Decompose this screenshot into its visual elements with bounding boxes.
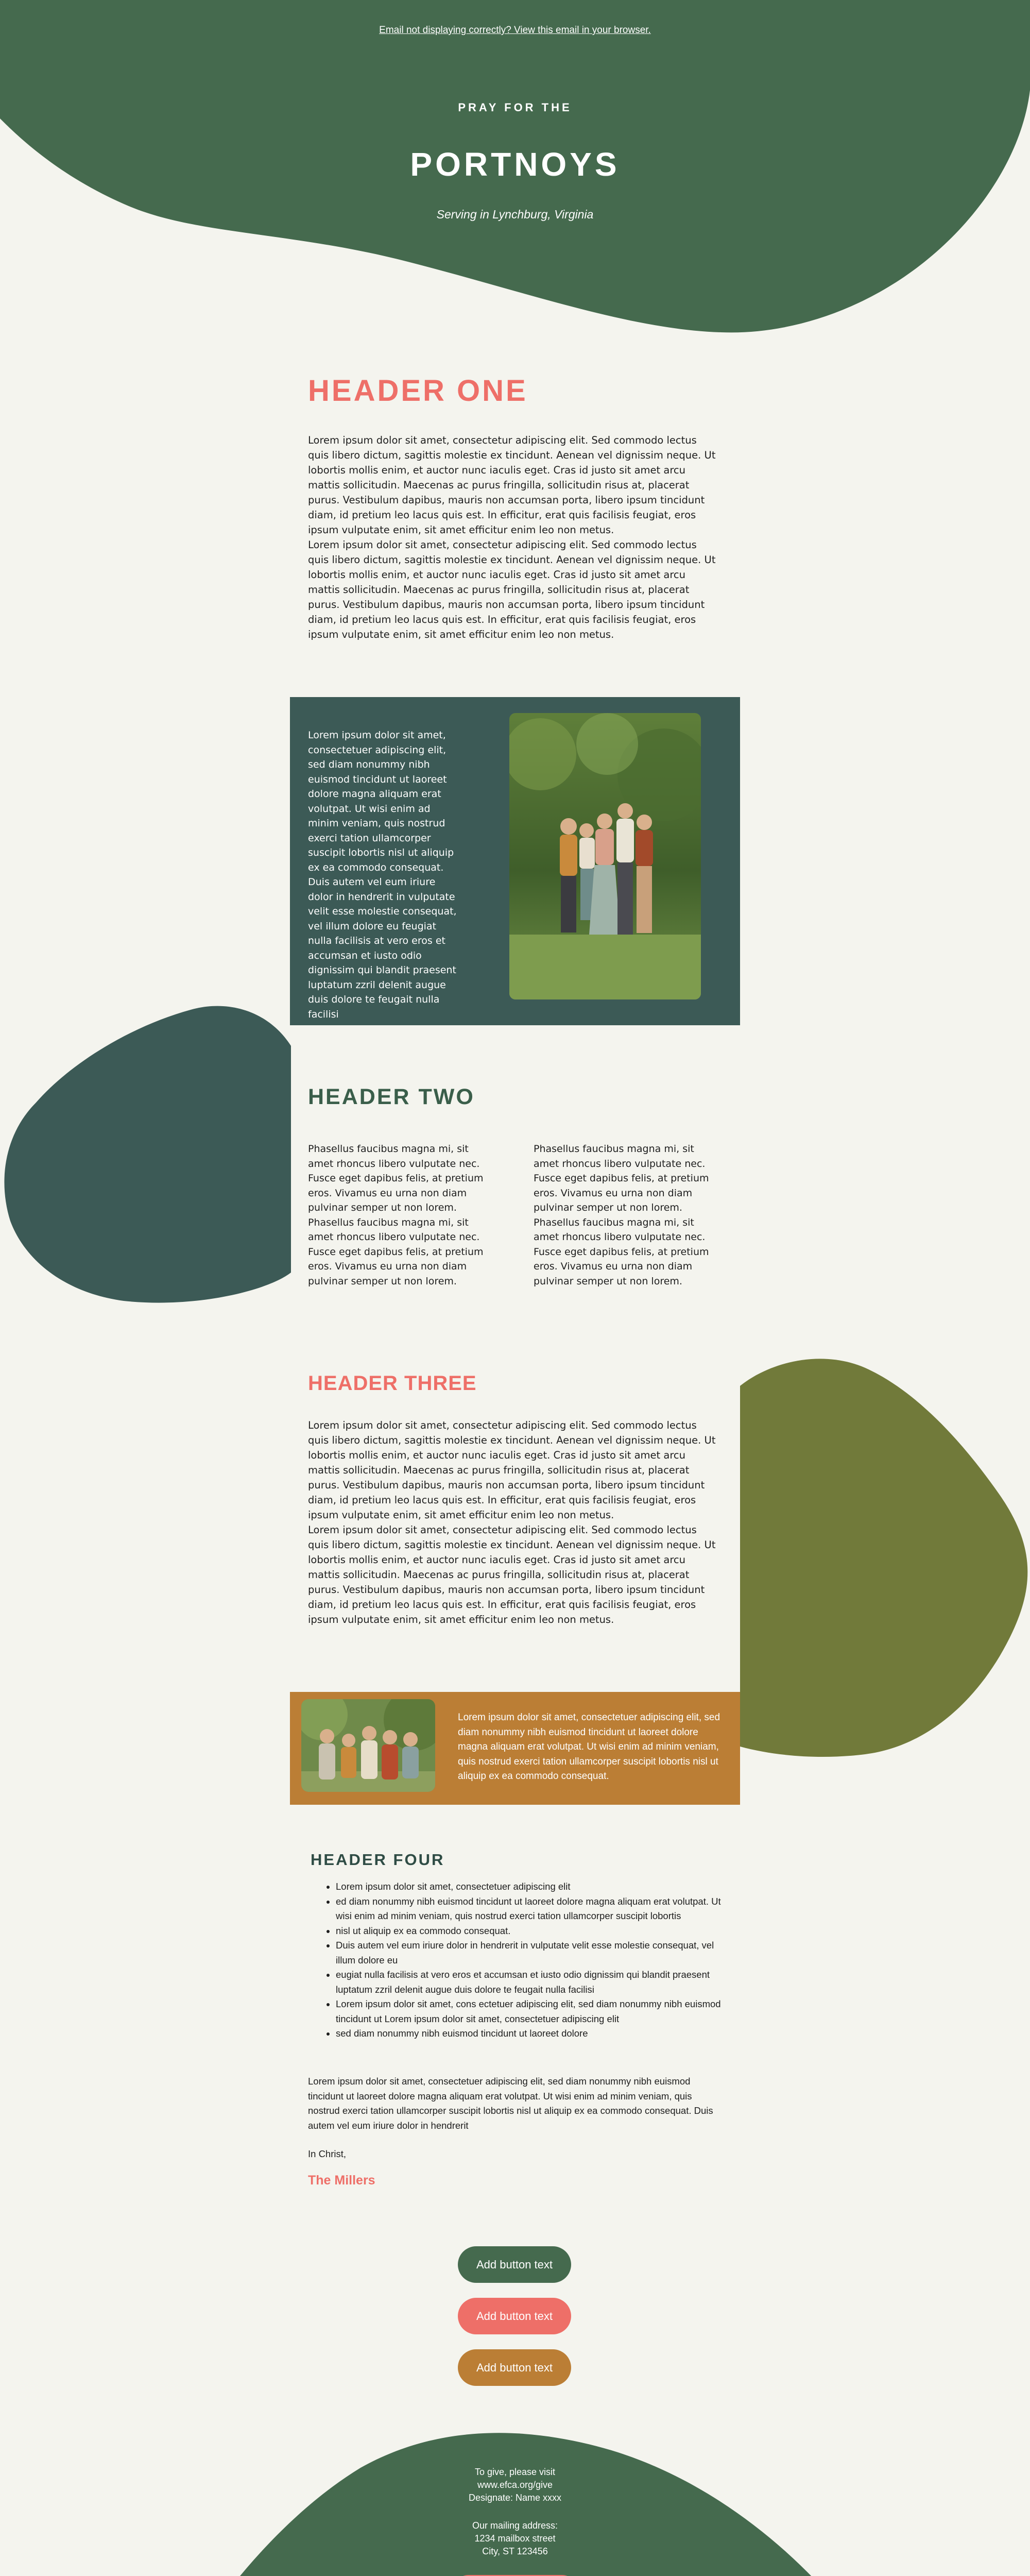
- header-one: HEADER ONE: [308, 374, 528, 408]
- give-info: [360, 2466, 670, 2504]
- gold-button[interactable]: Add button text: [458, 2349, 571, 2386]
- list-item: • Lorem ipsum dolor sit amet, cons ectetuer adipiscing elit, sed diam nonummy nibh euismod tincidunt ut Lorem ipsum dolor sit amet, consectetuer adipiscing elit: [336, 1997, 727, 2026]
- paragraph: Phasellus faucibus magna mi, sit amet rhoncus libero vulputate nec. Fusce eget dapibus felis, at pretium eros. Vivamus eu urna non diam pulvinar semper ut non lorem.: [308, 1143, 484, 1213]
- header-three: HEADER THREE: [308, 1372, 477, 1395]
- header-subtitle: Serving in Lynchburg, Virginia: [436, 208, 594, 221]
- header-eyebrow: PRAY FOR THE: [458, 101, 572, 114]
- list-item: • eugiat nulla facilisis at vero eros et accumsan et iusto odio dignissim qui blandit praesent luptatum zzril delenit augue duis dolore te feugait nulla facilisi: [336, 1968, 727, 1997]
- coral-button[interactable]: Add button text: [458, 2298, 571, 2334]
- paragraph: Lorem ipsum dolor sit amet, consectetur adipiscing elit. Sed commodo lectus quis libero dictum, sagittis molestie ex tincidunt. Aenean vel dignissim neque. Ut lobortis mollis enim, et auctor nunc iaculis eget. Cras id justo sit amet arcu mattis sollicitudin. Maecenas ac purus fringilla, sollicitudin risus at, placerat purus. Vestibulum dapibus, mauris non accumsan porta, libero ipsum tincidunt diam, id pretium leo lacus quis est. In efficitur, erat quis facilisis feugiat, eros ipsum vulputate enim, sit amet efficitur enim leo non metus.: [308, 539, 716, 640]
- give-line: To give, please visit: [474, 2467, 556, 2477]
- signature: The Millers: [308, 2173, 375, 2188]
- closing-paragraph: Lorem ipsum dolor sit amet, consectetuer adipiscing elit, sed diam nonummy nibh euismod tincidunt ut laoreet dolore magna aliquam erat volutpat. Ut wisi enim ad minim veniam, quis nostrud exerci tation ullamcorper suscipit lobortis nisl ut aliquip ex ea commodo consequat. Duis autem vel eum iriure dolor in hendrerit: [308, 2076, 713, 2131]
- paragraph: Phasellus faucibus magna mi, sit amet rhoncus libero vulputate nec. Fusce eget dapibus felis, at pretium eros. Vivamus eu urna non diam pulvinar semper ut non lorem.: [534, 1143, 709, 1213]
- header-four: HEADER FOUR: [311, 1851, 445, 1869]
- give-url[interactable]: www.efca.org/give: [477, 2480, 553, 2490]
- paragraph: Phasellus faucibus magna mi, sit amet rhoncus libero vulputate nec. Fusce eget dapibus felis, at pretium eros. Vivamus eu urna non diam pulvinar semper ut non lorem.: [308, 1216, 484, 1287]
- list-item: • sed diam nonummy nibh euismod tincidunt ut laoreet dolore: [336, 2026, 727, 2041]
- header-two: HEADER TWO: [308, 1084, 475, 1109]
- mailing-city: City, ST 123456: [482, 2546, 548, 2556]
- olive-blob: [740, 1359, 1027, 1757]
- paragraph: Lorem ipsum dolor sit amet, consectetur adipiscing elit. Sed commodo lectus quis libero dictum, sagittis molestie ex tincidunt. Aenean vel dignissim neque. Ut lobortis mollis enim, et auctor nunc iaculis eget. Cras id justo sit amet arcu mattis sollicitudin. Maecenas ac purus fringilla, sollicitudin risus at, placerat purus. Vestibulum dapibus, mauris non accumsan porta, libero ipsum tincidunt diam, id pretium leo lacus quis est. In efficitur, erat quis facilisis feugiat, eros ipsum vulputate enim, sit amet efficitur enim leo non metus.: [308, 434, 716, 536]
- list-item: • Duis autem vel eum iriure dolor in hendrerit in vulputate velit esse molestie consequat, vel illum dolore eu: [336, 1938, 727, 1968]
- sign-off: In Christ,: [308, 2148, 347, 2159]
- section3-body: [308, 1418, 720, 1627]
- column-right: [534, 1142, 716, 1289]
- paragraph: Lorem ipsum dolor sit amet, consectetur adipiscing elit. Sed commodo lectus quis libero dictum, sagittis molestie ex tincidunt. Aenean vel dignissim neque. Ut lobortis mollis enim, et auctor nunc iaculis eget. Cras id justo sit amet arcu mattis sollicitudin. Maecenas ac purus fringilla, sollicitudin risus at, placerat purus. Vestibulum dapibus, mauris non accumsan porta, libero ipsum tincidunt diam, id pretium leo lacus quis est. In efficitur, erat quis facilisis feugiat, eros ipsum vulputate enim, sit amet efficitur enim leo non metus.: [308, 1524, 716, 1625]
- card-text: Lorem ipsum dolor sit amet, consectetuer adipiscing elit, sed diam nonummy nibh euismod tincidunt ut laoreet dolore magna aliquam erat volutpat. Ut wisi enim ad minim veniam, quis nostrud exerci tation ullamcorper suscipit lobortis nisl ut aliquip ex ea commodo consequat. Duis autem vel eum iriure dolor in hendrerit in vulputate velit esse molestie consequat, vel illum dolore eu feugiat nulla facilisis at vero eros et accumsan et iusto odio dignissim qui blandit praesent luptatum zzril delenit augue duis dolore te feugait nulla facilisi: [308, 730, 457, 1020]
- view-in-browser-link[interactable]: Email not displaying correctly? View this email in your browser.: [379, 25, 651, 36]
- family-photo-icon: [509, 713, 701, 999]
- header-title: PORTNOYS: [410, 146, 620, 183]
- teal-blob: [4, 1006, 291, 1303]
- mailing-address: [360, 2519, 670, 2558]
- designate-line: Designate: Name xxxx: [468, 2493, 562, 2503]
- list-item: • Lorem ipsum dolor sit amet, consectetuer adipiscing elit: [336, 1879, 727, 1894]
- family-photo-icon: [301, 1699, 435, 1792]
- paragraph: Lorem ipsum dolor sit amet, consectetur adipiscing elit. Sed commodo lectus quis libero dictum, sagittis molestie ex tincidunt. Aenean vel dignissim neque. Ut lobortis mollis enim, et auctor nunc iaculis eget. Cras id justo sit amet arcu mattis sollicitudin. Maecenas ac purus fringilla, sollicitudin risus at, placerat purus. Vestibulum dapibus, mauris non accumsan porta, libero ipsum tincidunt diam, id pretium leo lacus quis est. In efficitur, erat quis facilisis feugiat, eros ipsum vulputate enim, sit amet efficitur enim leo non metus.: [308, 1419, 716, 1521]
- mailing-street: 1234 mailbox street: [474, 2533, 556, 2544]
- card-text: Lorem ipsum dolor sit amet, consectetuer adipiscing elit, sed diam nonummy nibh euismod tincidunt ut laoreet dolore magna aliquam erat volutpat. Ut wisi enim ad minim veniam, quis nostrud exerci tation ullamcorper suscipit lobortis nisl ut aliquip ex ea commodo consequat.: [458, 1712, 720, 1782]
- green-button[interactable]: Add button text: [458, 2246, 571, 2283]
- column-left: [308, 1142, 491, 1289]
- list-item: • nisl ut aliquip ex ea commodo consequat.: [336, 1924, 727, 1939]
- mailing-label: Our mailing address:: [472, 2520, 558, 2531]
- bullet-list: [315, 1879, 727, 2041]
- paragraph: Phasellus faucibus magna mi, sit amet rhoncus libero vulputate nec. Fusce eget dapibus felis, at pretium eros. Vivamus eu urna non diam pulvinar semper ut non lorem.: [534, 1216, 709, 1287]
- list-item: • ed diam nonummy nibh euismod tincidunt ut laoreet dolore magna aliquam erat volutpat. Ut wisi enim ad minim veniam, quis nostrud exerci tation ullamcorper suscipit lobortis: [336, 1894, 727, 1924]
- section1-body: [308, 433, 720, 642]
- feature-card-teal: [290, 697, 740, 1025]
- feature-card-gold: [290, 1692, 740, 1805]
